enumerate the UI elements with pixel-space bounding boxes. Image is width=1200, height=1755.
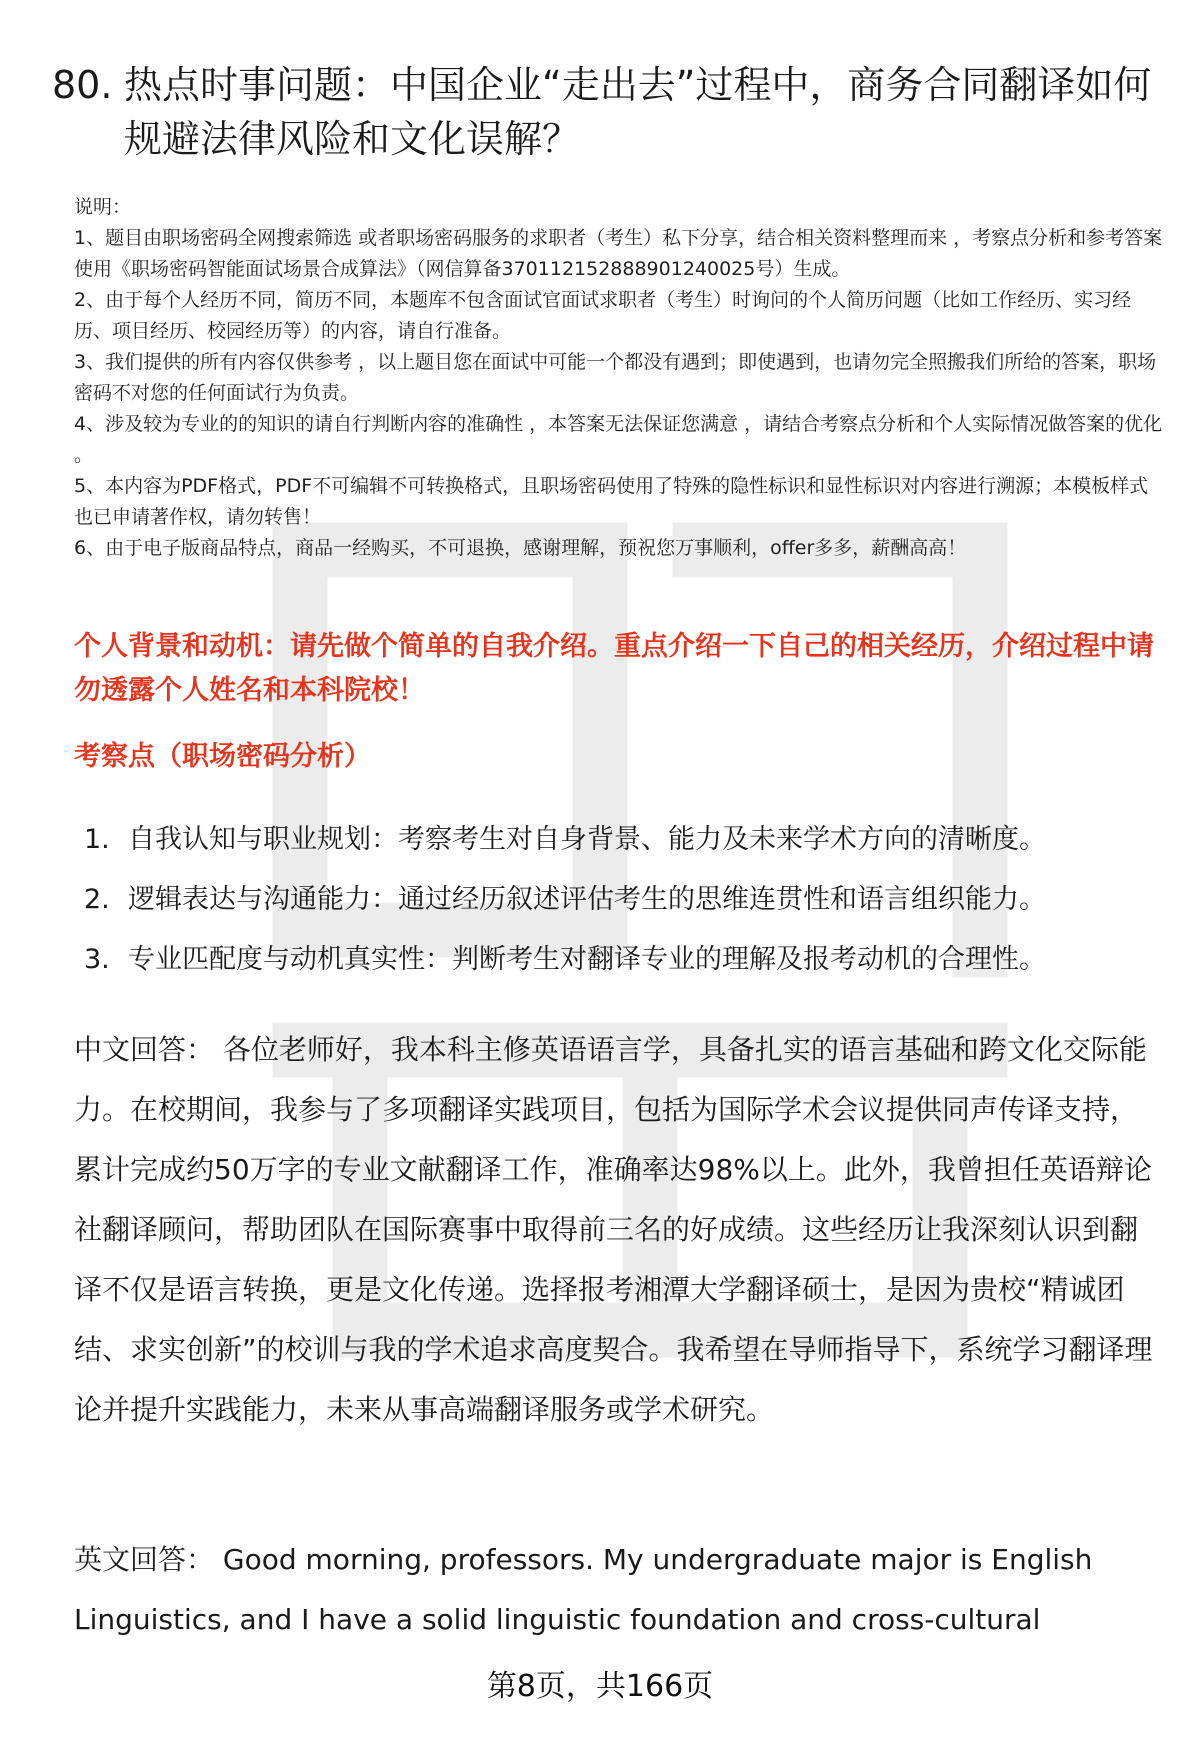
page-footer: 第8页，共166页 (486, 1669, 714, 1704)
question-number: 80. (52, 63, 113, 107)
english-answer: 英文回答： Good morning, professors. My undergraduate major is English Linguistics, and I have a solid linguistic foundation and cross-cultural (74, 1543, 1093, 1636)
notes-heading: 说明： (74, 196, 132, 218)
list-item-text: 专业匹配度与动机真实性：判断考生对翻译专业的理解及报考动机的合理性。 (128, 944, 1046, 975)
note-item: 3、我们提供的所有内容仅供参考 ，以上题目您在面试中可能一个都没有遇到；即使遇到，也请勿完全照搬我们所给的答案，职场密码不对您的任何面试行为负责。 (74, 351, 1157, 404)
section-subheading: 考察点（职场密码分析） (74, 741, 371, 772)
list-item (84, 930, 1174, 990)
notes-block (74, 192, 1164, 564)
list-item (84, 810, 1174, 870)
note-item: 2、由于每个人经历不同，简历不同，本题库不包含面试官面试求职者（考生）时询问的个人简历问题（比如工作经历、实习经历、项目经历、校园经历等）的内容，请自行准备。 (74, 289, 1132, 342)
question-text: 热点时事问题：中国企业“走出去”过程中，商务合同翻译如何规避法律风险和文化误解？ (124, 63, 1152, 161)
chinese-answer: 中文回答： 各位老师好，我本科主修英语语言学，具备扎实的语言基础和跨文化交际能力。在校期间，我参与了多项翻译实践项目，包括为国际学术会议提供同声传译支持，累计完成约50万字的专业文献翻译工作，准确率达98%以上。此外，我曾担任英语辩论社翻译顾问，帮助团队在国际赛事中取得前三名的好成绩。这些经历让我深刻认识到翻译不仅是语言转换，更是文化传递。选择报考湘潭大学翻译硕士，是因为贵校“精诚团结、求实创新”的校训与我的学术追求高度契合。我希望在导师指导下，系统学习翻译理论并提升实践能力，未来从事高端翻译服务或学术研究。 (74, 1033, 1153, 1426)
section-heading: 个人背景和动机：请先做个简单的自我介绍。重点介绍一下自己的相关经历，介绍过程中请勿透露个人姓名和本科院校！ (74, 631, 1154, 706)
note-item: 5、本内容为PDF格式，PDF不可编辑不可转换格式，且职场密码使用了特殊的隐性标识和显性标识对内容进行溯源；本模板样式也已申请著作权，请勿转售！ (74, 475, 1149, 528)
list-item-number: 1. (84, 824, 110, 855)
list-item-text: 逻辑表达与沟通能力：通过经历叙述评估考生的思维连贯性和语言组织能力。 (128, 884, 1046, 915)
list-item-number: 2. (84, 884, 110, 915)
list-item-text: 自我认知与职业规划：考察考生对自身背景、能力及未来学术方向的清晰度。 (128, 824, 1046, 855)
list-item-number: 3. (84, 944, 110, 975)
note-item: 4、涉及较为专业的的知识的请自行判断内容的准确性 ，本答案无法保证您满意 ，请结合考察点分析和个人实际情况做答案的优化 。 (74, 413, 1163, 466)
question-title (52, 58, 1152, 166)
assessment-points-list (84, 810, 1174, 990)
note-item: 1、题目由职场密码全网搜索筛选 或者职场密码服务的求职者（考生）私下分享，结合相关资料整理而来 ，考察点分析和参考答案使用《职场密码智能面试场景合成算法》（网信算备370112152888901240025号）生成。 (74, 227, 1163, 280)
list-item (84, 870, 1174, 930)
note-item: 6、由于电子版商品特点，商品一经购买，不可退换，感谢理解，预祝您万事顺利，offer多多，薪酬高高！ (74, 537, 967, 559)
